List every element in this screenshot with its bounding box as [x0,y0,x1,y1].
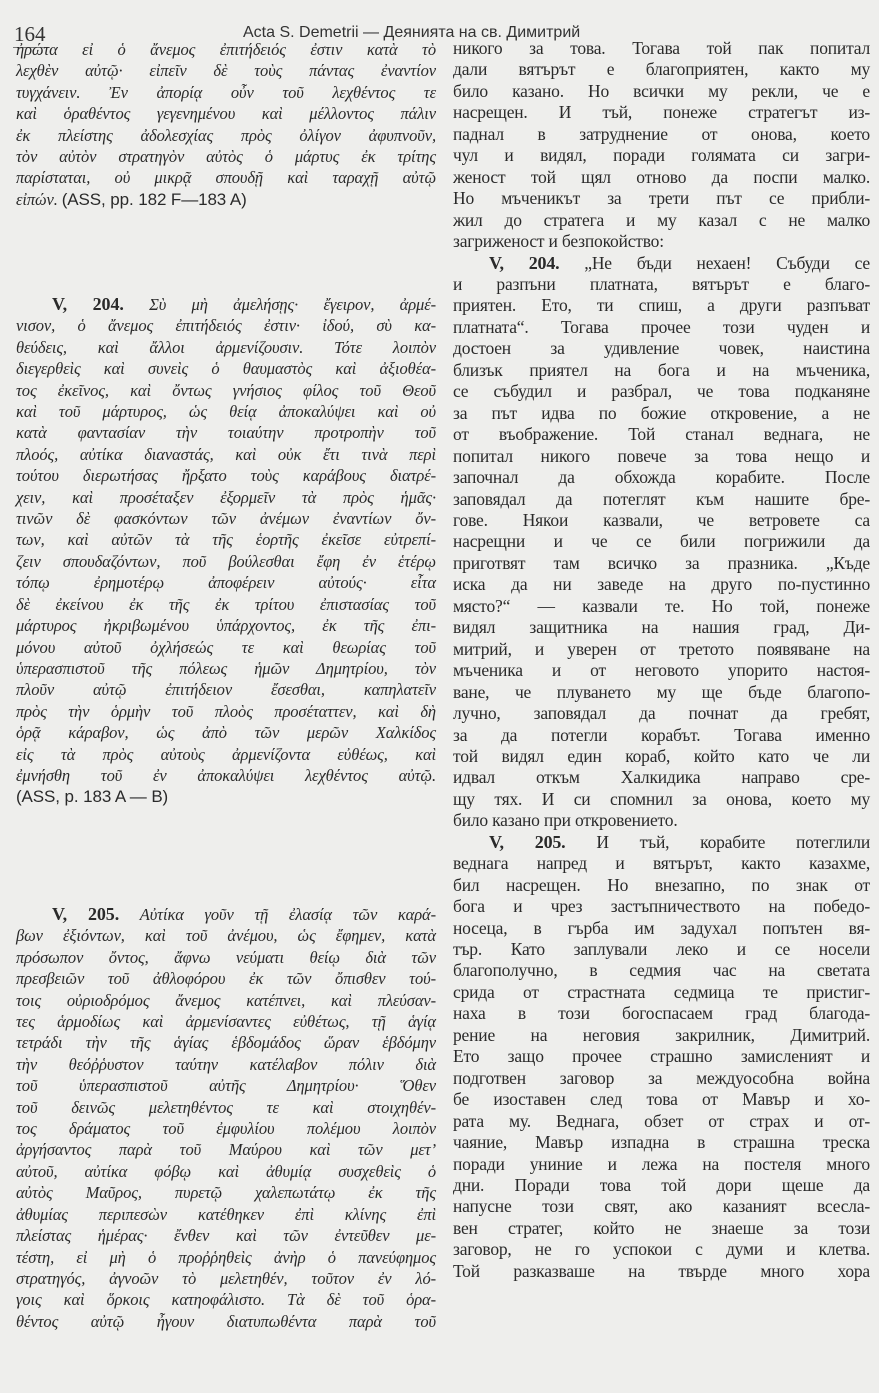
text-line: εἰς τὰ πρὸς αὐτοὺς ἀρμενίζοντα εὐθέως, καὶ [16,744,436,764]
paragraph-first-line [16,904,436,925]
text-line: мъченика и от неговото упорито настоя- [453,660,870,681]
line-text: Αὐτίκα γοῦν τῇ ἐλασίᾳ τῶν καρά- [139,905,436,924]
text-line: от въображение. Той станал веднага, не [453,424,870,445]
text-line: идвал откъм Халкидика направо сре- [453,767,870,788]
paragraph-first-line [453,253,870,274]
text-line: μάρτυρος ἠκριβωμένου ὑπάρχοντος, ἐκ τῆς ἐπι- [16,616,436,636]
text-line: започнал да обхожда корабите. После [453,467,870,488]
text-line: ζειν σπουδαζόντων, ποῦ βούλεσθαι ἔφη ἐν ἑτέρῳ [16,551,436,571]
text-line: διεγερθεὶς καὶ συνεὶς ὁ θαυμαστὸς καὶ ἀξιοθέα- [16,359,436,379]
text-line: бил насрещен. Но внезапно, по знак от [453,874,870,895]
text-line: ἐκ πλείστης ἀδολεσχίας πρὸς ὀλίγον ἀφυπνοῦν, [16,125,436,145]
text-line: място?“ — казвали те. Но той, понеже [453,595,870,616]
text-line: τόπῳ ἐρημοτέρῳ ἀποφέρειν αὐτούς· εἶτα [16,573,436,593]
text-line: αὐτοῦ, αὐτίκα φόβῳ καὶ ἀθυμίᾳ συσχεθεὶς ὁ [16,1161,436,1181]
text-line: заговор, не го успокои с думи и клетва. [453,1239,870,1260]
text-line: ὁρᾷ κάραβον, ὡς ἀπὸ τῶν μερῶν Χαλκίδος [16,723,436,743]
text-line: τοῦ ὑπερασπιστοῦ αὐτῆς Δημητρίου· Ὅθεν [16,1076,436,1096]
line-text: загриженост и безпокойство: [453,231,664,252]
text-line: πρεσβειῶν τοῦ ἀθλοφόρου ἐκ τῶν ὄπισθεν τού- [16,969,436,989]
text-line: напусне този свят, ако казаният всесла- [453,1196,870,1217]
line-text: εἰπών. [16,189,58,209]
greek-paragraph-1 [16,39,436,210]
text-line: λεχθὲν αὐτῷ· εἰπεῖν δὲ τοὺς πάντας ἐναντίον [16,61,436,81]
text-line: στρατηγός, ἀγνοῶν τὸ μελετηθέν, τοῦτον ἐν λό- [16,1268,436,1288]
text-line: дали вятърът е благоприятен, както му [453,59,870,80]
bulgarian-paragraph-204 [453,253,870,832]
text-line: τυγχάνειν. Ἐν ἀπορίᾳ οὖν τοῦ λεχθέντος τε [16,82,436,102]
text-line: рение на неговия закрилник, Димитрий. [453,1024,870,1045]
text-line: вен стратег, който не знаеше за този [453,1217,870,1238]
text-line: μόνου αὐτοῦ ὀχλήσεώς τε καὶ θεωρίας τοῦ [16,637,436,657]
text-line: женост той щял отново да поспи малко. [453,166,870,187]
text-line: τὴν θεόῤῥυστον ταύτην κατέλαβον πόλιν διὰ [16,1054,436,1074]
text-line: τὸν αὐτὸν στρατηγὸν αὐτὸς ὁ μάρτυς ἐκ τρίτης [16,147,436,167]
running-title: Acta S. Demetrii — Деянията на св. Димитрий [243,24,581,41]
text-line: νισον, ὁ ἄνεμος ἐπιτήδειός ἐστιν· ἰδού, σὺ κα- [16,316,436,336]
bulgarian-paragraph-1 [453,38,870,253]
text-line: митрий, и уверен от третото появяване на [453,638,870,659]
text-line: ἀργήσαντος παρὰ τοῦ Μαύρου καὶ τῶν μετ’ [16,1140,436,1160]
text-line: γοις καὶ ὅρκοις κατηοφάλιστο. Τὰ δὲ τοῦ ὁρα- [16,1290,436,1310]
text-line: той видял един кораб, който като че ли [453,745,870,766]
text-line: θεύδεις, καὶ ἄλλοι ἀρμενίζουσιν. Τότε λοιπὸν [16,337,436,357]
text-line: наха в този богоспасаем град благода- [453,1003,870,1024]
bulgarian-paragraph-205 [453,832,870,1283]
text-line: никого за това. Тогава той пак попитал [453,38,870,58]
text-line: заповядал да потеглят към нашите бре- [453,488,870,509]
source-reference: (ASS, p. 183 A — B) [16,787,169,807]
text-line: лучно, заповядал да почнат да гребят, [453,703,870,724]
text-line: платната“. Тогава прочее този чуден и [453,316,870,337]
text-line: и разпъни платната, вятърът е благо- [453,273,870,294]
text-line: πλοῦν αὐτῷ ἐπιτήδειον ἔσεσθαι, καπηλατεῖν [16,680,436,700]
line-text: И тъй, корабите потеглили [596,831,870,852]
paragraph-first-line [16,294,436,315]
line-text: било казано при откровението. [453,810,678,831]
text-line: τούτου διερωτήσας ἤρξατο τοὺς καράβους διατρέ- [16,466,436,486]
text-line: приятен. Ето, ти спиш, а други разпъват [453,295,870,316]
bulgarian-column [453,38,870,1282]
text-line: αὐτὸς Μαῦρος, πυρετῷ χαλεπωτάτῳ ἐκ τῆς [16,1183,436,1203]
text-line: се събудил и разбрал, че това подканяне [453,381,870,402]
text-line: поради униние и лежа на постеля много [453,1153,870,1174]
text-line: насрещни и че се били погрижили да [453,531,870,552]
paragraph-last-line [453,810,870,831]
text-line: πλοός, αὐτίκα διαναστάς, καὶ οὐκ ἔτι τινὰ περὶ [16,444,436,464]
paragraph-last-line [16,189,436,210]
text-line: τος δράματος τοῦ ἐμφυλίου πολέμου λοιπὸν [16,1119,436,1139]
text-line: βων ἐξιόντων, καὶ τοῦ ἀνέμου, ὡς ἔφημεν, κατὰ [16,926,436,946]
text-line: κατὰ φαντασίαν τὴν τοιαύτην προτροπὴν τοῦ [16,423,436,443]
text-line: достоен за удивление човек, наистина [453,338,870,359]
text-line: благополучно, в седмия час на светата [453,960,870,981]
text-line: ἀθυμίας περιπεσὼν κατέθηκεν ἐπὶ κλίνης ἐπὶ [16,1204,436,1224]
line-text: „Не бъди нехаен! Събуди се [584,252,870,273]
text-line: рата му. Веднага, обзет от страх и от- [453,1110,870,1131]
text-line: τέστη, εἰ μὴ ὁ προῤῥηθεὶς ἀνὴρ ὁ πανεύφημος [16,1247,436,1267]
text-line: τες ἁρμοδίως καὶ ἀρμενίσαντες εὐθέτως, τῇ ἁγίᾳ [16,1012,436,1032]
text-line: дни. Поради това той дори щеше да [453,1175,870,1196]
text-line: тър. Като заплували леко и се носели [453,939,870,960]
text-line: близък приятел на бога и на мъченика, [453,359,870,380]
text-line: πλείστας ἡμέρας· ἔνθεν καὶ τῶν ἐντεῦθεν με- [16,1226,436,1246]
text-line: щу тях. И си спомнил за онова, което му [453,788,870,809]
text-line: ване, че плуването му ще бъде благопо- [453,681,870,702]
text-line: τινῶν δὲ φασκόντων τῶν ἀνέμων ἐναντίων ὄν- [16,509,436,529]
section-number: V, 204. [52,294,124,314]
paragraph-first-line [453,832,870,853]
text-line: за да потегли корабът. Тогава именно [453,724,870,745]
text-line: било казано. Но всички му рекли, че е [453,80,870,101]
text-line: жил до стратега и му казал с не малко [453,209,870,230]
text-line: παρίσταται, οὐ μικρᾷ σπουδῇ καὶ ταραχῇ αὐτῷ [16,168,436,188]
text-line: бога и чрез застъпничеството на победо- [453,896,870,917]
greek-paragraph-204 [16,294,436,808]
text-line: за път идва по божие откровение, а не [453,402,870,423]
text-line: Той разказваше на твърде много хора [453,1260,870,1281]
text-line: чул и видял, поради голямата си загри- [453,145,870,166]
text-line: паднал в затруднение от онова, което [453,123,870,144]
text-line: των, καὶ αὐτῶν τὰ τῆς ἑορτῆς ἐκεῖσε εὐτρεπί- [16,530,436,550]
text-line: Ето защо прочее страшно замисленият и [453,1046,870,1067]
text-line: веднага напред и вятърът, както казахме, [453,853,870,874]
page-number: 164 [14,22,46,46]
section-number: V, 204. [489,252,560,273]
text-line: χειν, καὶ προσέταξεν ἐξορμεῖν τὰ πρὸς ἡμᾶς· [16,487,436,507]
text-line: иска да ни заведе на друго по-пустинно [453,574,870,595]
text-line: τοῦ δεινῶς μελετηθέντος τε καὶ στοιχηθέν- [16,1097,436,1117]
text-line: καὶ ὁραθέντος γεγενημένου καὶ μέλλοντος πάλιν [16,104,436,124]
paragraph-last-line [16,786,436,807]
text-line: попитал никого повече за това нещо и [453,445,870,466]
text-line: подготвен заговор за междуособна война [453,1067,870,1088]
text-line: бе изоставен след това от Мавър и хо- [453,1089,870,1110]
text-line: ὑπερασπιστοῦ τῆς πόλεως ἡμῶν Δημητρίου, τὸν [16,658,436,678]
text-line: видял защитника на нашия град, Ди- [453,617,870,638]
text-line: гове. Някои казвали, че ветровете са [453,509,870,530]
section-number: V, 205. [52,904,120,924]
text-line: чаяние, Мавър изпадна в страшна треска [453,1132,870,1153]
greek-paragraph-205 [16,904,436,1332]
text-line: приготвят там всичко за празника. „Къде [453,552,870,573]
text-line: θέντος αὐτῷ ἦγουν διατυπωθέντα παρὰ τοῦ [16,1311,436,1331]
text-line: носеца, в гърба им задухал попътен вя- [453,917,870,938]
section-number: V, 205. [489,831,566,852]
text-line: καὶ τοῦ μάρτυρος, ὡς θείᾳ ἀποκαλύψει καὶ οὐ [16,402,436,422]
text-line: πρόσωπον ὄντος, ἄφνω νεύματι θείῳ διὰ τῶν [16,947,436,967]
text-line: τετράδι τὴν τῆς ἁγίας ἑβδομάδος ὥραν ἑβδόμην [16,1033,436,1053]
text-line: насрещен. И тъй, понеже стратегът из- [453,102,870,123]
text-line: ἠρώτα εἰ ὁ ἄνεμος ἐπιτήδειός ἐστιν κατὰ τὸ [16,40,436,59]
text-line: δὲ ἐκείνου ἐκ τῆς ἐκ τρίτου ἐπιστασίας τοῦ [16,594,436,614]
text-line: τοις οὐριοδρόμος ἄνεμος κατέπνει, καὶ πλεύσαν- [16,990,436,1010]
text-line: τος ἐκεῖνος, καὶ ὄντως γνήσιος φίλος τοῦ Θεοῦ [16,380,436,400]
text-line: срида от страстната седмица те пристиг- [453,981,870,1002]
text-line: ἐμνήσθη τοῦ ἐν ἀποκαλύψει λεχθέντος αὐτῷ. [16,765,436,785]
text-line: Но мъченикът за трети път се прибли- [453,188,870,209]
paragraph-last-line [453,231,870,252]
source-reference: (ASS, pp. 182 F—183 A) [61,189,247,209]
text-line: πρὸς τὴν ὁρμὴν τοῦ πλοὸς προσέταττεν, καὶ δὴ [16,701,436,721]
line-text: Σὺ μὴ ἀμελήσῃς· ἔγειρον, ἀρμέ- [149,295,437,314]
